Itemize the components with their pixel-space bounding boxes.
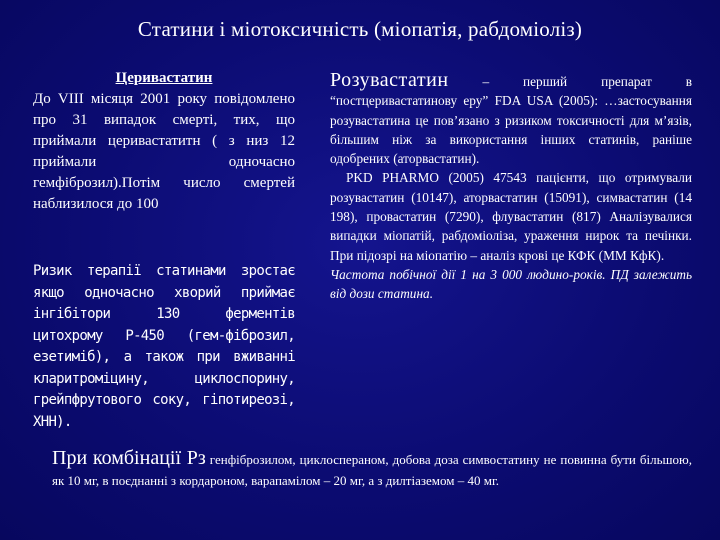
side-effect-frequency-text: Частота побічної дії 1 на 3 000 людино-років. ПД залежить від дози статина. bbox=[330, 266, 692, 302]
combination-note bbox=[52, 448, 692, 491]
rosuvastatin-block bbox=[330, 71, 692, 304]
rosuvastatin-intro: – перший препарат в “постцеривастатинову еру” FDA USA (2005): …застосування розувастатина це пов’язано з ризиком токсичності для м’язів, більшим ніж за використання інших статинів, раніше одобрених (аторвастатин). bbox=[330, 74, 692, 167]
risk-text: Ризик терапії статинами зростає якщо одночасно хворий приймає інгібітори 130 ферментів цитохрому Р-450 (гем-фіброзил, езетиміб), а також при вживанні кларитроміцину, циклоспорину, грейпфрутового соку, гіпотиреозі, ХНН). bbox=[33, 263, 295, 430]
cerivastatin-text: До VIII місяця 2001 року повідомлено про 31 випадок смерті, тих, що приймали церивастатитн ( з низ 12 приймали одночасно гемфіброзил).Потім число смертей наблизилося до 100 bbox=[33, 91, 295, 212]
risk-block bbox=[33, 261, 295, 433]
cerivastatin-block bbox=[33, 68, 295, 215]
pkd-pharmo-text: PKD PHARMO (2005) 47543 пацієнти, що отримували розувастатин (10147), аторвастатин (15091), симвастатин (14 198), провастатин (7290), флувастатин (817) Аналізувалися випадки міопатій, рабдоміоліза, ураження нирок та печінки. При підозрі на міопатію – аналіз крові це КФК (ММ КфК). bbox=[330, 170, 692, 263]
rosuvastatin-heading: Розувастатин bbox=[330, 69, 449, 91]
cerivastatin-heading: Церивастатин bbox=[115, 70, 213, 86]
slide-title: Статини і міотоксичність (міопатія, рабдоміоліз) bbox=[137, 17, 583, 41]
combination-text: генфіброзилом, циклоспераном, добова доза симвостатину не повинна бути більшою, як 10 мг, в поєднанні з кордароном, варапамілом – 20 мг, а з дилтіаземом – 40 мг. bbox=[52, 452, 692, 488]
combination-lead: При комбінації Рз bbox=[52, 447, 206, 469]
rosuvastatin-intro-paragraph bbox=[330, 71, 692, 168]
